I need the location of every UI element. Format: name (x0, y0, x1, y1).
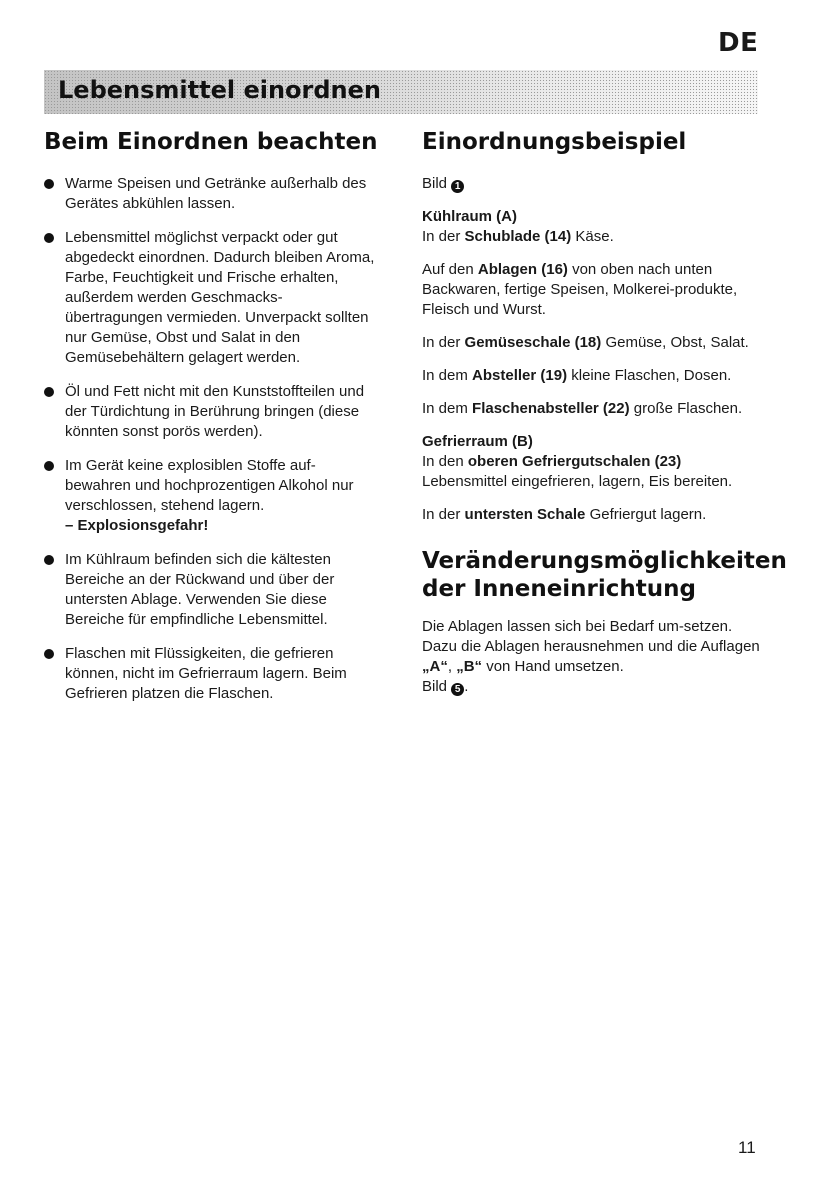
list-item: Im Gerät keine explosiblen Stoffe auf-bewahren und hochprozentigen Alkohol nur verschlossen, stehend lagern. – Explosionsgefahr! (44, 456, 380, 536)
list-item: Im Kühlraum befinden sich die kältesten Bereiche an der Rückwand und über der untersten Ablage. Verwenden Sie diese Bereiche für empfindliche Lebensmittel. (44, 550, 380, 630)
bullet-icon (44, 461, 54, 471)
right-column (422, 128, 787, 710)
door-shelf-paragraph: In dem Absteller (19) kleine Flaschen, Dosen. (422, 367, 732, 384)
section-b-title: Gefrierraum (B) (422, 433, 533, 450)
list-item: Flaschen mit Flüssigkeiten, die gefrieren können, nicht im Gefrierraum lagern. Beim Gefrieren platzen die Flaschen. (44, 644, 380, 704)
right-heading: Einordnungsbeispiel (422, 129, 687, 155)
list-item: Warme Speisen und Getränke außerhalb des Gerätes abkühlen lassen. (44, 174, 380, 214)
banner-title: Lebensmittel einordnen (58, 76, 381, 104)
bullet-list (44, 174, 380, 704)
adjustment-instructions: Dazu die Ablagen herausnehmen und die Auflagen „A“, „B“ von Hand umsetzen. (422, 638, 760, 675)
interior-options-heading: Veränderungsmöglichkeiten der Inneneinrichtung (422, 548, 787, 602)
figure-reference-2: Bild 5 . (422, 678, 469, 695)
bottle-shelf-paragraph: In dem Flaschenabsteller (22) große Flaschen. (422, 400, 743, 417)
section-a-title: Kühlraum (A) (422, 208, 517, 225)
adjustment-paragraph: Die Ablagen lassen sich bei Bedarf um-setzen. (422, 618, 733, 635)
bullet-icon (44, 233, 54, 243)
section-banner (44, 70, 758, 114)
bullet-icon (44, 649, 54, 659)
left-column (44, 128, 380, 718)
list-item: Lebensmittel möglichst verpackt oder gut abgedeckt einordnen. Dadurch bleiben Aroma, Farbe, Feuchtigkeit und Frische erhalten, außerdem werden Geschmacks-übertragungen vermieden. Unverpackt sollten nur Gemüse, Obst und Salat in den Gemüsebehältern gelagert werden. (44, 228, 380, 368)
explosion-warning: – Explosionsgefahr! (65, 517, 209, 534)
vegetable-drawer-paragraph: In der Gemüseschale (18) Gemüse, Obst, Salat. (422, 334, 749, 351)
fridge-shelf-paragraph: Kühlraum (A) In der Schublade (14) Käse. (422, 207, 767, 247)
left-heading: Beim Einordnen beachten (44, 129, 378, 155)
bottom-tray-paragraph: In der untersten Schale Gefriergut lagern. (422, 506, 707, 523)
list-item: Öl und Fett nicht mit den Kunststoffteilen und der Türdichtung in Berührung bringen (diese könnten sonst porös werden). (44, 382, 380, 442)
language-code: DE (718, 28, 759, 58)
shelves-paragraph: Auf den Ablagen (16) von oben nach unten Backwaren, fertige Speisen, Molkerei-produkte, Fleisch und Wurst. (422, 261, 738, 318)
figure-number-icon: 1 (451, 180, 464, 193)
bullet-icon (44, 555, 54, 565)
figure-reference: Bild 1 (422, 174, 767, 194)
figure-number-icon: 5 (451, 683, 464, 696)
bullet-icon (44, 387, 54, 397)
freezer-paragraph: Gefrierraum (B) In den oberen Gefriergutschalen (23) Lebensmittel eingefrieren, lagern, Eis bereiten. (422, 432, 767, 492)
page-number: 11 (738, 1138, 756, 1157)
bullet-icon (44, 179, 54, 189)
